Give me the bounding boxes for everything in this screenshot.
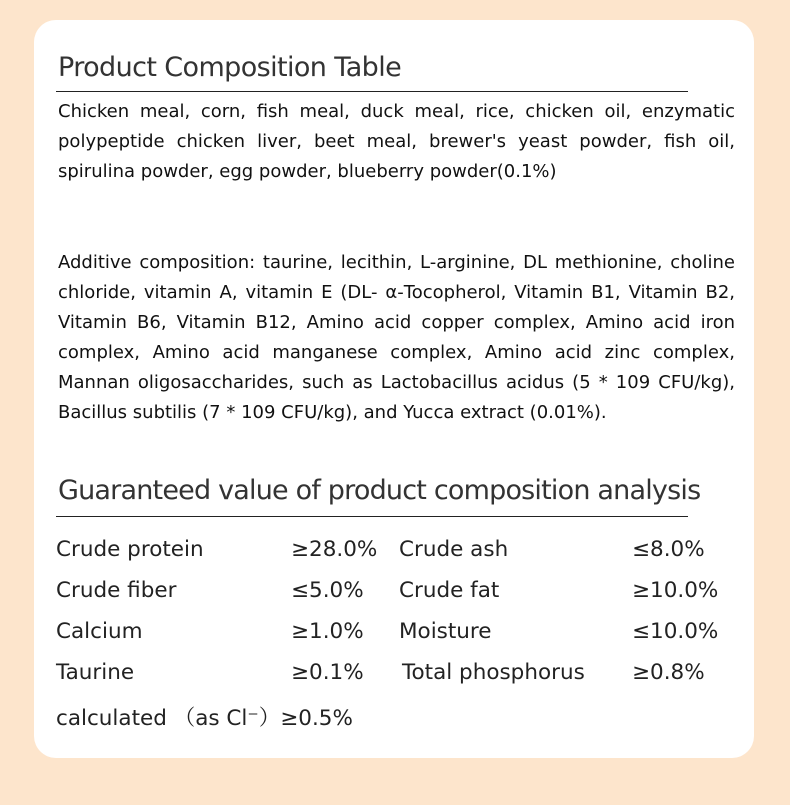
analysis-label: Moisture bbox=[399, 619, 492, 644]
analysis-value: ≥10.0% bbox=[632, 578, 719, 603]
analysis-underline bbox=[56, 516, 688, 517]
composition-table-title: Product Composition Table bbox=[58, 52, 402, 83]
analysis-label: Taurine bbox=[56, 660, 135, 685]
analysis-value: ≥1.0% bbox=[291, 619, 364, 644]
analysis-label: Crude fat bbox=[399, 578, 500, 603]
analysis-label: Crude ash bbox=[399, 537, 509, 562]
title-underline bbox=[56, 91, 688, 92]
analysis-value: ≤8.0% bbox=[632, 537, 705, 562]
ingredients-paragraph: Chicken meal, corn, fish meal, duck meal, rice, chicken oil, enzymatic polypeptide chicken liver, beet meal, brewer's yeast powder, fish oil, spirulina powder, egg powder, blueberry powder(0.1%) bbox=[58, 101, 735, 182]
analysis-value: ≥28.0% bbox=[291, 537, 378, 562]
analysis-value: ≥0.8% bbox=[632, 660, 705, 685]
analysis-label: Crude fiber bbox=[56, 578, 177, 603]
analysis-label: Total phosphorus bbox=[402, 660, 585, 685]
analysis-value: ≤5.0% bbox=[291, 578, 364, 603]
analysis-label: Crude protein bbox=[56, 537, 204, 562]
analysis-title: Guaranteed value of product composition analysis bbox=[58, 475, 701, 506]
chloride-line: calculated （as Cl⁻）≥0.5% bbox=[56, 706, 353, 731]
composition-card bbox=[34, 20, 754, 758]
analysis-value: ≥0.1% bbox=[291, 660, 364, 685]
analysis-value: ≤10.0% bbox=[632, 619, 719, 644]
analysis-label: Calcium bbox=[56, 619, 143, 644]
additives-paragraph: Additive composition: taurine, lecithin, L-arginine, DL methionine, choline chloride, vitamin A, vitamin E (DL- α-Tocopherol, Vitamin B1, Vitamin B2, Vitamin B6, Vitamin B12, Amino acid copper complex, Amino acid iron complex, Amino acid manganese complex, Amino acid zinc complex, Mannan oligosaccharides, such as Lactobacillus acidus (5 * 109 CFU/kg), Bacillus subtilis (7 * 109 CFU/kg), and Yucca extract (0.01%). bbox=[58, 252, 735, 423]
